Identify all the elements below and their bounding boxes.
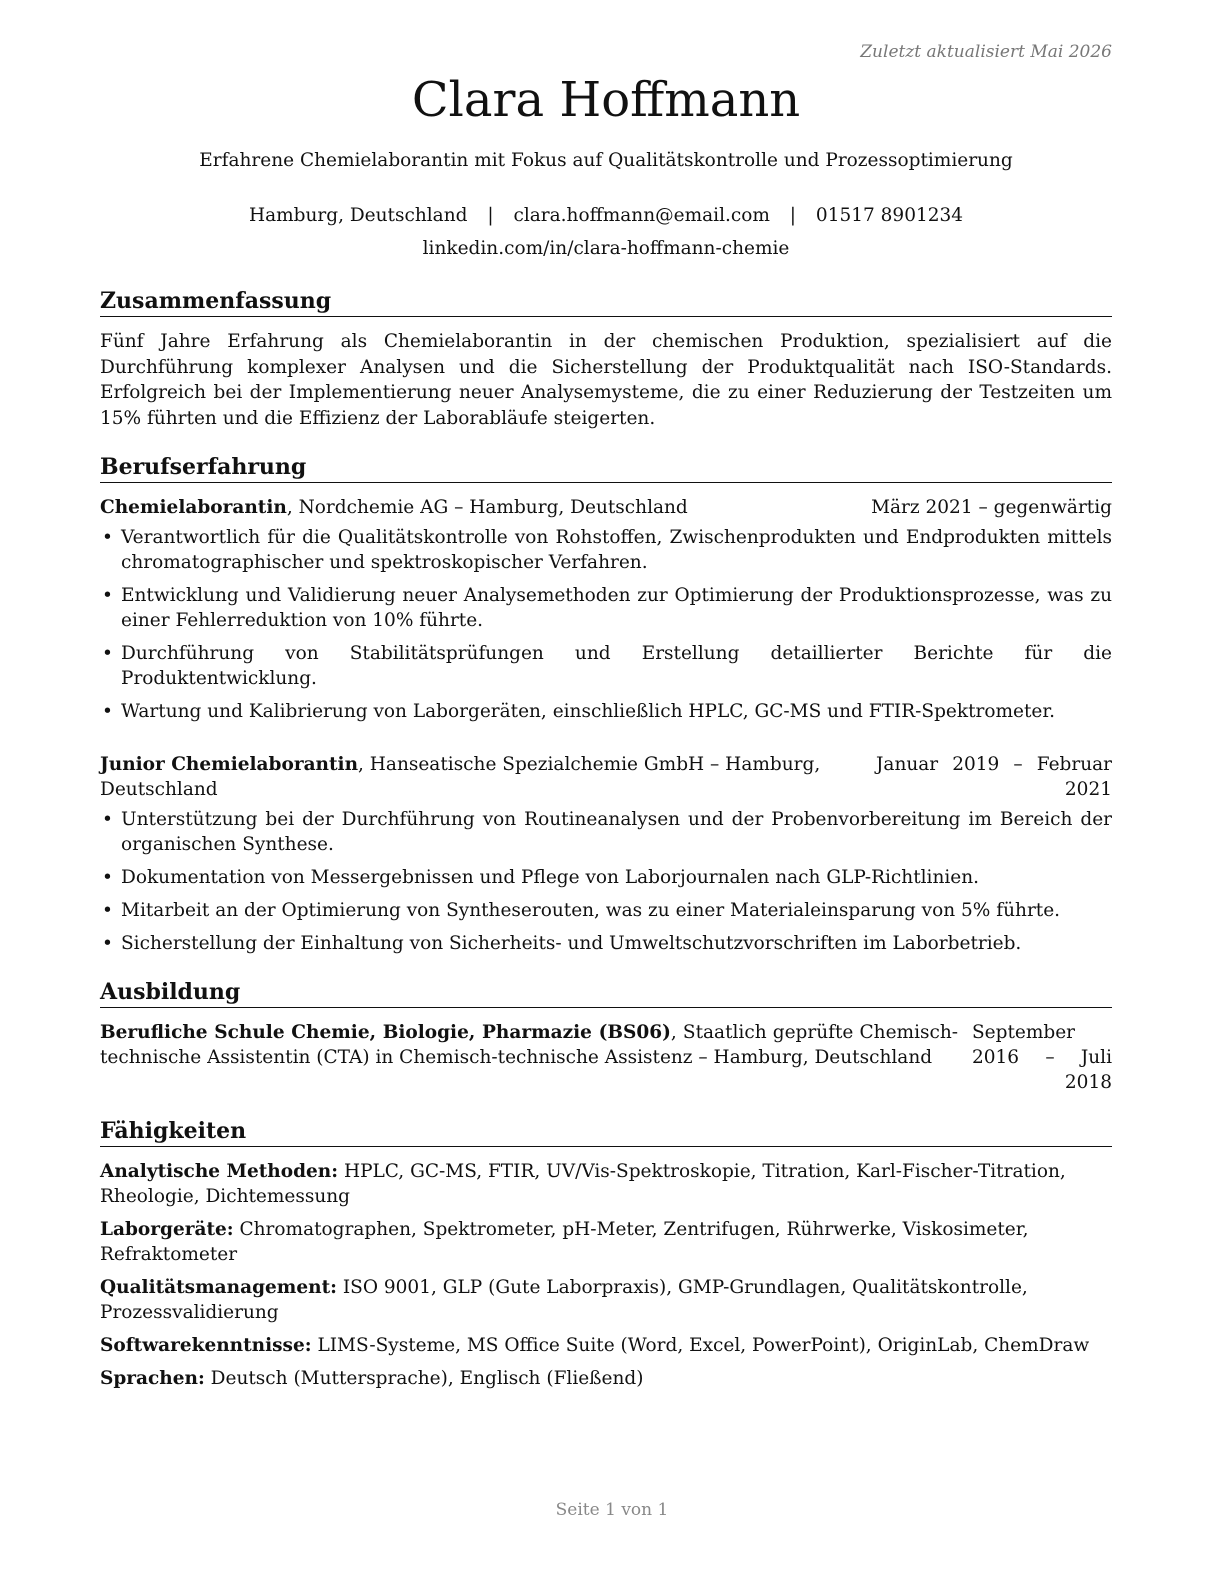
contact-location: Hamburg, Deutschland: [248, 205, 468, 226]
education-entry: [100, 1020, 1112, 1095]
skill-row: [100, 1217, 1112, 1267]
job-bullet: • Mitarbeit an der Optimierung von Syntheserouten, was zu einer Materialeinsparung von 5% führte.: [100, 898, 1112, 923]
skill-label: Softwarekenntnisse:: [100, 1335, 312, 1356]
skill-row: [100, 1366, 1112, 1391]
page-number-footer: Seite 1 von 1: [555, 1500, 669, 1520]
job-role: Chemielaborantin: [100, 497, 287, 518]
contact-email-link[interactable]: clara.hoffmann@email.com: [513, 205, 770, 226]
section-title-summary: Zusammenfassung: [100, 287, 1112, 317]
skill-row: [100, 1159, 1112, 1209]
skill-value: Deutsch (Muttersprache), Englisch (Fließend): [204, 1368, 644, 1389]
contact-separator: |: [487, 205, 494, 226]
job-company: , Hanseatische Spezialchemie GmbH – Hamburg, Deutschland: [100, 754, 821, 800]
skill-value: LIMS-Systeme, MS Office Suite (Word, Excel, PowerPoint), OriginLab, ChemDraw: [311, 1335, 1090, 1356]
last-updated-note: Zuletzt aktualisiert Mai 2026: [860, 42, 1112, 62]
skill-label: Laborgeräte:: [100, 1219, 234, 1240]
skills-list: [100, 1159, 1112, 1391]
job-company: , Nordchemie AG – Hamburg, Deutschland: [286, 497, 688, 518]
section-title-education: Ausbildung: [100, 978, 1112, 1008]
contact-line-1: [100, 199, 1112, 232]
job-bullets: [100, 525, 1112, 724]
summary-text: Fünf Jahre Erfahrung als Chemielaborantin in der chemischen Produktion, spezialisiert auf die Durchführung komplexer Analysen und die Sicherstellung der Produktqualität nach ISO-Standards. Erfolgreich bei der Implementierung neuer Analysemysteme, die zu einer Reduzierung der Testzeiten um 15% führten und die Effizienz der Laborabläufe steigerten.: [100, 331, 1112, 429]
job-dates: Januar 2019 – Februar 2021: [876, 754, 1112, 800]
job-entry: [100, 752, 1112, 956]
job-header: [100, 752, 1112, 802]
job-bullet: • Wartung und Kalibrierung von Laborgeräten, einschließlich HPLC, GC-MS und FTIR-Spektrometer.: [100, 699, 1112, 724]
contact-separator: |: [789, 205, 797, 226]
contact-phone: 01517 8901234: [815, 205, 964, 226]
contact-linkedin-link[interactable]: linkedin.com/in/clara-hoffmann-chemie: [422, 238, 790, 259]
job-bullet: • Unterstützung bei der Durchführung von Routineanalysen und der Probenvorbereitung im Bereich der organischen Synthese.: [100, 807, 1112, 857]
job-bullet: • Verantwortlich für die Qualitätskontrolle von Rohstoffen, Zwischenprodukten und Endprodukten mittels chromatographischer und spektroskopischer Verfahren.: [100, 525, 1112, 575]
skill-row: [100, 1333, 1112, 1358]
resume-page: [100, 40, 1112, 1399]
skill-value: HPLC, GC-MS, FTIR, UV/Vis-Spektroskopie, Titration, Karl-Fischer-Titration, Rheologie, Dichtemessung: [100, 1161, 1066, 1207]
education-detail: , Staatlich geprüfte Chemisch-technische Assistentin (CTA) in Chemisch-technische Assistenz – Hamburg, Deutschland: [100, 1022, 959, 1068]
job-bullet: • Durchführung von Stabilitätsprüfungen und Erstellung detaillierter Berichte für die Produktentwicklung.: [100, 641, 1112, 691]
contact-info: [100, 199, 1112, 265]
section-title-skills: Fähigkeiten: [100, 1117, 1112, 1147]
job-bullets: [100, 807, 1112, 956]
job-bullet: • Sicherstellung der Einhaltung von Sicherheits- und Umweltschutzvorschriften im Laborbetrieb.: [100, 931, 1112, 956]
candidate-headline: Erfahrene Chemielaborantin mit Fokus auf Qualitätskontrolle und Prozessoptimierung: [199, 150, 1013, 171]
section-title-experience: Berufserfahrung: [100, 453, 1112, 483]
job-role: Junior Chemielaborantin: [100, 754, 359, 775]
education-dates: September 2016 – Juli 2018: [972, 1022, 1112, 1093]
candidate-name: Clara Hoffmann: [411, 72, 801, 128]
skill-label: Analytische Methoden:: [100, 1161, 339, 1182]
job-bullet: • Entwicklung und Validierung neuer Analysemethoden zur Optimierung der Produktionsprozesse, was zu einer Fehlerreduktion von 10% führte.: [100, 583, 1112, 633]
skill-value: ISO 9001, GLP (Gute Laborpraxis), GMP-Grundlagen, Qualitätskontrolle, Prozessvalidierung: [100, 1277, 1028, 1323]
skill-label: Qualitätsmanagement:: [100, 1277, 337, 1298]
education-header: [100, 1020, 1112, 1095]
skill-label: Sprachen:: [100, 1368, 205, 1389]
job-bullet: • Dokumentation von Messergebnissen und Pflege von Laborjournalen nach GLP-Richtlinien.: [100, 865, 1112, 890]
job-dates: März 2021 – gegenwärtig: [871, 497, 1112, 518]
job-header: [100, 495, 1112, 520]
education-school: Berufliche Schule Chemie, Biologie, Pharmazie (BS06): [100, 1022, 671, 1043]
job-entry: [100, 495, 1112, 724]
skill-value: Chromatographen, Spektrometer, pH-Meter, Zentrifugen, Rührwerke, Viskosimeter, Refraktometer: [100, 1219, 1029, 1265]
contact-line-2: [100, 232, 1112, 265]
skill-row: [100, 1275, 1112, 1325]
